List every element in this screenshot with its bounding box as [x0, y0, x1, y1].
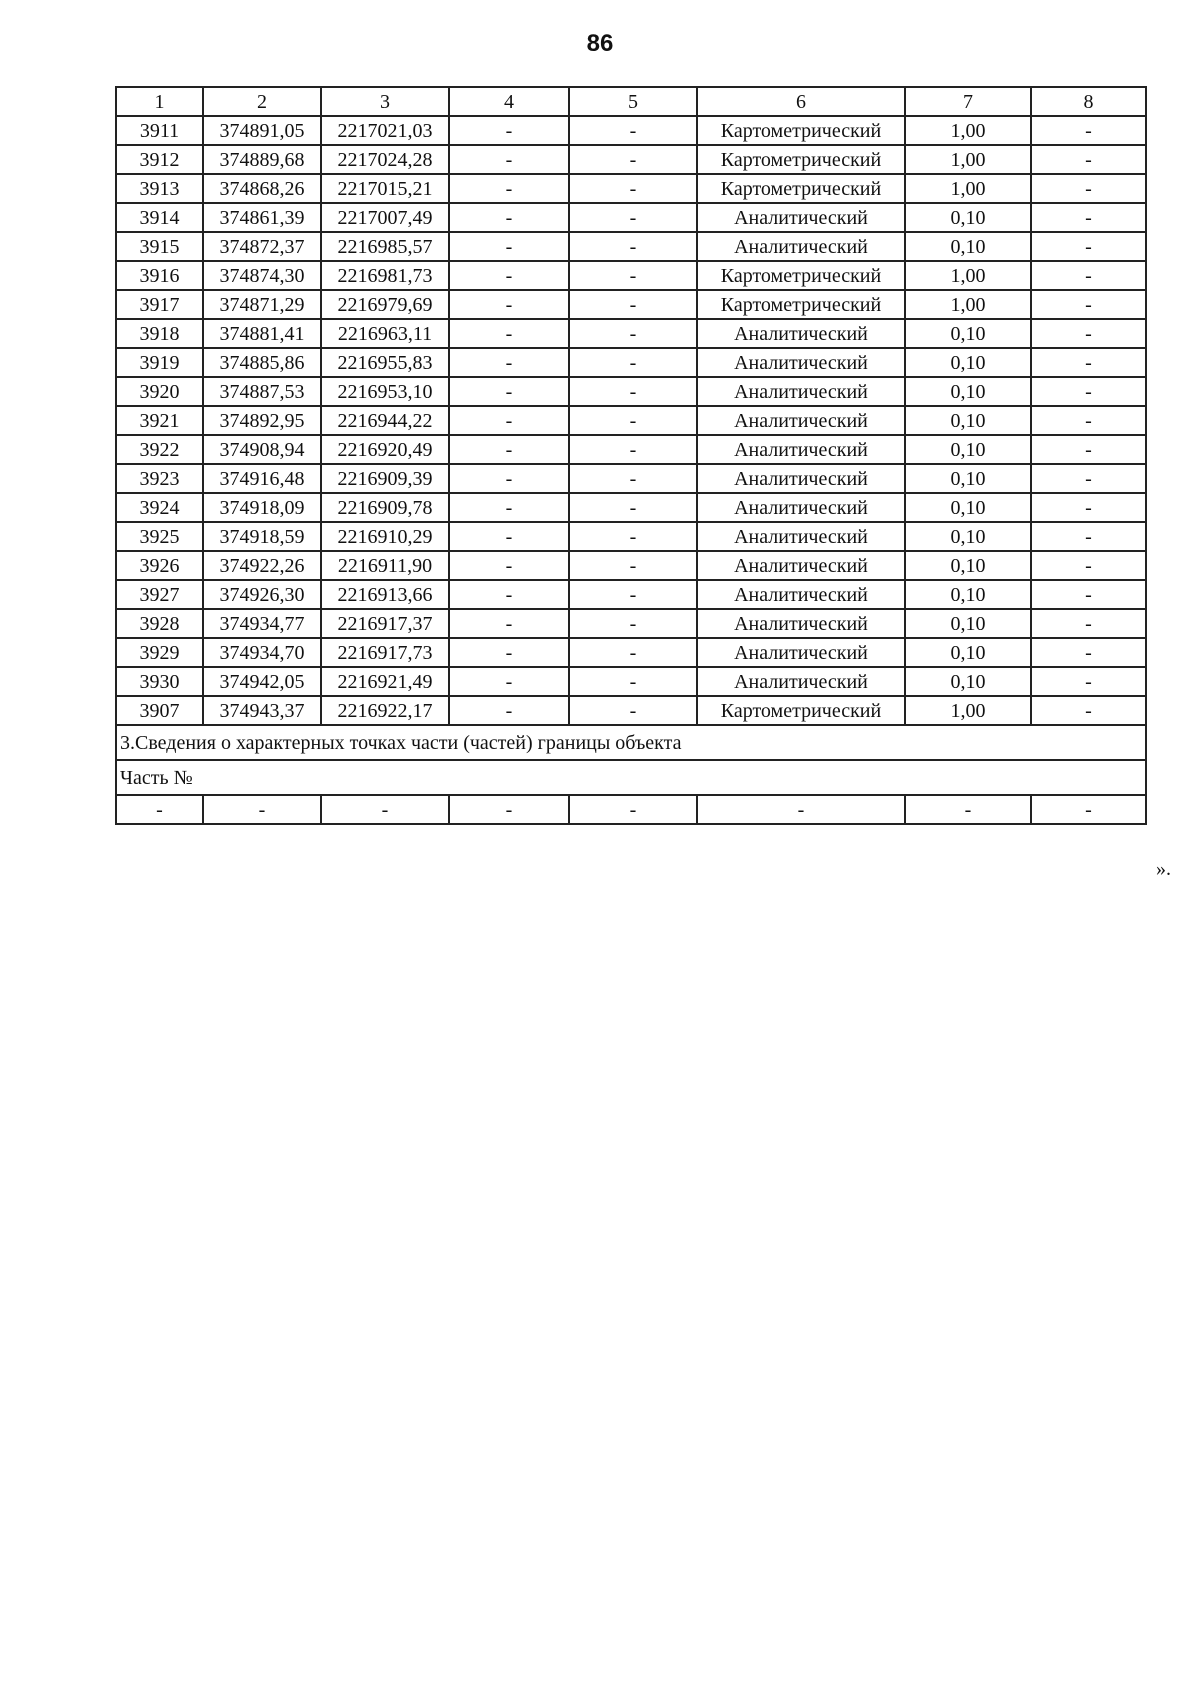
- table-cell: -: [449, 232, 569, 261]
- table-cell: 3919: [116, 348, 203, 377]
- table-cell: -: [1031, 667, 1146, 696]
- table-cell: -: [449, 464, 569, 493]
- table-cell: 2216917,73: [321, 638, 449, 667]
- table-cell: Аналитический: [697, 493, 905, 522]
- table-cell: Картометрический: [697, 116, 905, 145]
- header-cell: 6: [697, 87, 905, 116]
- table-cell: Картометрический: [697, 261, 905, 290]
- table-cell: 3912: [116, 145, 203, 174]
- table-cell: -: [1031, 174, 1146, 203]
- table-row: [116, 348, 1146, 377]
- table-cell: Картометрический: [697, 290, 905, 319]
- table-cell: -: [449, 696, 569, 725]
- table-cell: -: [449, 522, 569, 551]
- table-cell: 374918,09: [203, 493, 321, 522]
- table-cell: 2216981,73: [321, 261, 449, 290]
- table-cell: 3926: [116, 551, 203, 580]
- table-cell: 2216921,49: [321, 667, 449, 696]
- table-cell: -: [1031, 522, 1146, 551]
- table-cell: -: [1031, 145, 1146, 174]
- table-cell: 2216944,22: [321, 406, 449, 435]
- table-row: [116, 261, 1146, 290]
- table-cell: 0,10: [905, 348, 1031, 377]
- table-cell: 1,00: [905, 116, 1031, 145]
- table-cell: 3911: [116, 116, 203, 145]
- table-cell: 374916,48: [203, 464, 321, 493]
- table-cell: 3913: [116, 174, 203, 203]
- table-cell: Аналитический: [697, 377, 905, 406]
- table-cell: 3921: [116, 406, 203, 435]
- table-row: [116, 406, 1146, 435]
- table-cell: 0,10: [905, 435, 1031, 464]
- table-cell: -: [449, 116, 569, 145]
- table-cell: -: [1031, 290, 1146, 319]
- table-cell: -: [1031, 638, 1146, 667]
- table-cell: 2216922,17: [321, 696, 449, 725]
- table-cell: 2216911,90: [321, 551, 449, 580]
- table-cell: -: [1031, 232, 1146, 261]
- header-cell: 4: [449, 87, 569, 116]
- table-cell: 3924: [116, 493, 203, 522]
- table-cell: -: [449, 145, 569, 174]
- table-cell: Картометрический: [697, 174, 905, 203]
- table-cell: -: [1031, 377, 1146, 406]
- table-cell: -: [569, 261, 697, 290]
- table-cell: -: [1031, 493, 1146, 522]
- table-row: [116, 493, 1146, 522]
- table-cell: -: [1031, 696, 1146, 725]
- table-cell: -: [1031, 319, 1146, 348]
- table-cell: -: [569, 290, 697, 319]
- table-cell: -: [569, 145, 697, 174]
- table-row: [116, 464, 1146, 493]
- table-cell: -: [1031, 406, 1146, 435]
- table-cell: -: [449, 261, 569, 290]
- table-row: [116, 232, 1146, 261]
- table-cell: -: [569, 638, 697, 667]
- table-cell: 0,10: [905, 232, 1031, 261]
- header-cell: 5: [569, 87, 697, 116]
- part-label: Часть №: [116, 760, 1146, 795]
- table-cell: -: [449, 203, 569, 232]
- table-cell: Аналитический: [697, 203, 905, 232]
- table-row: [116, 203, 1146, 232]
- table-cell: 3916: [116, 261, 203, 290]
- table-cell: -: [569, 174, 697, 203]
- table-cell: 374861,39: [203, 203, 321, 232]
- table-cell: Аналитический: [697, 580, 905, 609]
- table-cell: -: [1031, 261, 1146, 290]
- table-row: [116, 435, 1146, 464]
- table-cell: 0,10: [905, 406, 1031, 435]
- table-cell: 0,10: [905, 551, 1031, 580]
- table-cell: 2216920,49: [321, 435, 449, 464]
- table-cell: -: [569, 435, 697, 464]
- table-row: [116, 377, 1146, 406]
- table-cell: -: [449, 435, 569, 464]
- table-cell: -: [449, 667, 569, 696]
- table-cell: Аналитический: [697, 348, 905, 377]
- table-cell: 1,00: [905, 261, 1031, 290]
- header-row: [116, 87, 1146, 116]
- table-cell: 3922: [116, 435, 203, 464]
- table-row: [116, 696, 1146, 725]
- table-cell: -: [1031, 551, 1146, 580]
- table-cell: 3914: [116, 203, 203, 232]
- table-cell: -: [449, 348, 569, 377]
- table-cell: -: [203, 795, 321, 824]
- table-cell: 2216910,29: [321, 522, 449, 551]
- part-label-row: [116, 760, 1146, 795]
- table-row: [116, 609, 1146, 638]
- table-cell: -: [449, 493, 569, 522]
- table-cell: -: [569, 464, 697, 493]
- table-cell: -: [1031, 348, 1146, 377]
- table-cell: 3920: [116, 377, 203, 406]
- table-cell: -: [569, 319, 697, 348]
- table-cell: Аналитический: [697, 406, 905, 435]
- table-cell: -: [569, 551, 697, 580]
- table-cell: -: [569, 493, 697, 522]
- table-cell: Аналитический: [697, 551, 905, 580]
- table-cell: -: [1031, 580, 1146, 609]
- table-cell: 2216909,78: [321, 493, 449, 522]
- table-cell: 1,00: [905, 290, 1031, 319]
- table-cell: 3918: [116, 319, 203, 348]
- table-cell: -: [697, 795, 905, 824]
- table-cell: 2217024,28: [321, 145, 449, 174]
- table-cell: 3917: [116, 290, 203, 319]
- table-cell: -: [321, 795, 449, 824]
- table-cell: 0,10: [905, 667, 1031, 696]
- table-cell: 374887,53: [203, 377, 321, 406]
- table-cell: Картометрический: [697, 696, 905, 725]
- table-row: [116, 667, 1146, 696]
- table-cell: -: [1031, 116, 1146, 145]
- table-cell: -: [1031, 795, 1146, 824]
- table-cell: -: [449, 638, 569, 667]
- table-cell: -: [449, 609, 569, 638]
- table-cell: 374942,05: [203, 667, 321, 696]
- table-cell: Картометрический: [697, 145, 905, 174]
- table-cell: 0,10: [905, 203, 1031, 232]
- table-body: [116, 87, 1146, 824]
- table-row: [116, 522, 1146, 551]
- table-cell: 2216913,66: [321, 580, 449, 609]
- table-cell: 3925: [116, 522, 203, 551]
- table-cell: 2217015,21: [321, 174, 449, 203]
- table-cell: 3929: [116, 638, 203, 667]
- table-cell: -: [1031, 435, 1146, 464]
- table-cell: -: [905, 795, 1031, 824]
- table-cell: Аналитический: [697, 435, 905, 464]
- table-cell: 374922,26: [203, 551, 321, 580]
- empty-part-row: [116, 795, 1146, 824]
- section-title-row: [116, 725, 1146, 760]
- table-cell: 374908,94: [203, 435, 321, 464]
- table-row: [116, 319, 1146, 348]
- header-cell: 7: [905, 87, 1031, 116]
- table-cell: Аналитический: [697, 667, 905, 696]
- table-cell: -: [449, 795, 569, 824]
- table-cell: 0,10: [905, 638, 1031, 667]
- table-cell: -: [569, 795, 697, 824]
- table-row: [116, 174, 1146, 203]
- table-cell: 374934,70: [203, 638, 321, 667]
- table-cell: 374885,86: [203, 348, 321, 377]
- table-cell: 2217007,49: [321, 203, 449, 232]
- table-cell: -: [1031, 203, 1146, 232]
- table-cell: 3907: [116, 696, 203, 725]
- table-cell: -: [449, 290, 569, 319]
- header-cell: 1: [116, 87, 203, 116]
- table-cell: 374889,68: [203, 145, 321, 174]
- section-title: 3.Сведения о характерных точках части (частей) границы объекта: [116, 725, 1146, 760]
- table-cell: Аналитический: [697, 464, 905, 493]
- table-cell: -: [569, 406, 697, 435]
- table-cell: -: [569, 580, 697, 609]
- header-cell: 8: [1031, 87, 1146, 116]
- table-cell: 374891,05: [203, 116, 321, 145]
- table-cell: 374934,77: [203, 609, 321, 638]
- table-cell: 3927: [116, 580, 203, 609]
- table-cell: 2216953,10: [321, 377, 449, 406]
- table-cell: -: [569, 116, 697, 145]
- table-cell: -: [569, 522, 697, 551]
- table-cell: -: [449, 174, 569, 203]
- table-cell: 3930: [116, 667, 203, 696]
- table-cell: -: [116, 795, 203, 824]
- table-cell: 3915: [116, 232, 203, 261]
- table-cell: -: [449, 319, 569, 348]
- table-cell: -: [569, 696, 697, 725]
- table-row: [116, 145, 1146, 174]
- table-row: [116, 116, 1146, 145]
- table-cell: 374872,37: [203, 232, 321, 261]
- table-row: [116, 290, 1146, 319]
- table-cell: 2216985,57: [321, 232, 449, 261]
- table-cell: 0,10: [905, 493, 1031, 522]
- table-row: [116, 638, 1146, 667]
- table-cell: 2216979,69: [321, 290, 449, 319]
- table-cell: 0,10: [905, 464, 1031, 493]
- table-cell: 0,10: [905, 522, 1031, 551]
- table-cell: 0,10: [905, 609, 1031, 638]
- table-cell: 2216917,37: [321, 609, 449, 638]
- header-cell: 2: [203, 87, 321, 116]
- table-cell: 2216955,83: [321, 348, 449, 377]
- table-cell: -: [569, 609, 697, 638]
- coordinates-table: [115, 86, 1147, 825]
- table-cell: Аналитический: [697, 522, 905, 551]
- table-cell: -: [1031, 609, 1146, 638]
- table-cell: 374926,30: [203, 580, 321, 609]
- closing-quote: ».: [1156, 858, 1171, 880]
- table-cell: -: [569, 232, 697, 261]
- table-cell: 374892,95: [203, 406, 321, 435]
- table-cell: Аналитический: [697, 232, 905, 261]
- header-cell: 3: [321, 87, 449, 116]
- table-row: [116, 551, 1146, 580]
- table-cell: 0,10: [905, 377, 1031, 406]
- table-cell: 3928: [116, 609, 203, 638]
- table-cell: 1,00: [905, 174, 1031, 203]
- table-cell: 374943,37: [203, 696, 321, 725]
- table-cell: 0,10: [905, 319, 1031, 348]
- table-cell: 2216909,39: [321, 464, 449, 493]
- table-cell: 374871,29: [203, 290, 321, 319]
- table-cell: -: [449, 551, 569, 580]
- table-cell: 374874,30: [203, 261, 321, 290]
- table-cell: 2217021,03: [321, 116, 449, 145]
- table-cell: Аналитический: [697, 319, 905, 348]
- table-cell: 374868,26: [203, 174, 321, 203]
- table-cell: -: [449, 377, 569, 406]
- table-cell: 0,10: [905, 580, 1031, 609]
- table-cell: 1,00: [905, 696, 1031, 725]
- table-cell: 2216963,11: [321, 319, 449, 348]
- table-cell: -: [569, 377, 697, 406]
- page-number: 86: [586, 30, 614, 57]
- table-cell: Аналитический: [697, 638, 905, 667]
- table-cell: -: [449, 580, 569, 609]
- table-cell: -: [569, 203, 697, 232]
- table-cell: 374918,59: [203, 522, 321, 551]
- table-cell: -: [1031, 464, 1146, 493]
- table-cell: -: [569, 667, 697, 696]
- table-cell: -: [569, 348, 697, 377]
- table-cell: 374881,41: [203, 319, 321, 348]
- table-cell: 3923: [116, 464, 203, 493]
- table-row: [116, 580, 1146, 609]
- table-cell: Аналитический: [697, 609, 905, 638]
- table-cell: 1,00: [905, 145, 1031, 174]
- table-cell: -: [449, 406, 569, 435]
